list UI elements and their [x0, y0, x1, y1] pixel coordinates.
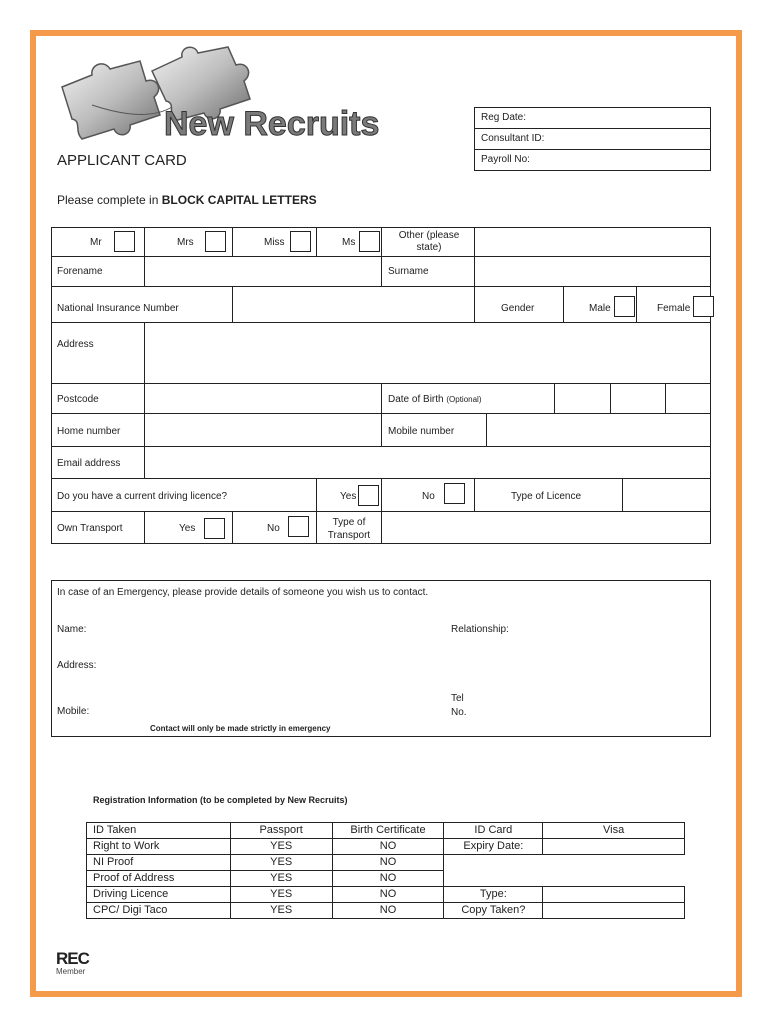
emergency-contact-panel: [51, 580, 711, 737]
passport-cell[interactable]: YES: [230, 903, 332, 919]
title-ms-label: Ms: [342, 237, 356, 248]
licence-no-label: No: [422, 491, 435, 502]
gender-female-cell: [636, 286, 711, 323]
registration-header-row: [87, 823, 685, 839]
gender-label-cell: [474, 286, 564, 323]
licence-type-input[interactable]: [622, 478, 711, 512]
empty-cell: [543, 855, 685, 871]
payroll-no-label: Payroll No:: [481, 154, 530, 165]
transport-no-checkbox[interactable]: [288, 516, 309, 537]
emergency-address-label: Address:: [57, 660, 97, 671]
empty-cell: [543, 871, 685, 887]
title-other-input[interactable]: [474, 227, 711, 257]
birth-cert-cell[interactable]: NO: [332, 871, 444, 887]
licence-no-cell: [381, 478, 475, 512]
reg-date-field[interactable]: [474, 107, 711, 129]
transport-no-cell: [232, 511, 317, 544]
forename-input[interactable]: [144, 256, 382, 287]
dob-month-input[interactable]: [610, 383, 666, 414]
licence-question-label: Do you have a current driving licence?: [57, 491, 228, 502]
title-miss-checkbox[interactable]: [290, 231, 311, 252]
transport-type-label-cell: [316, 511, 382, 544]
mobile-number-input[interactable]: [486, 413, 711, 447]
surname-input[interactable]: [474, 256, 711, 287]
licence-type-label: Type:: [444, 887, 543, 903]
rec-member-text: Member: [56, 967, 86, 976]
title-miss-cell: [232, 227, 317, 257]
header-birth-certificate: Birth Certificate: [332, 823, 444, 839]
header-id-card: ID Card: [444, 823, 543, 839]
gender-male-label: Male: [589, 303, 611, 314]
row-label: CPC/ Digi Taco: [87, 903, 231, 919]
licence-question-cell: [51, 478, 317, 512]
emergency-note: Contact will only be made strictly in emergency: [150, 724, 331, 733]
instruction-emphasis: BLOCK CAPITAL LETTERS: [161, 193, 317, 207]
mobile-number-label-cell: [381, 413, 487, 447]
address-label: Address: [57, 339, 94, 350]
copy-taken-input[interactable]: [543, 903, 685, 919]
row-label: Proof of Address: [87, 871, 231, 887]
licence-yes-checkbox[interactable]: [358, 485, 379, 506]
emergency-intro: In case of an Emergency, please provide details of someone you wish us to contact.: [57, 587, 429, 598]
reg-date-label: Reg Date:: [481, 112, 527, 123]
email-label-cell: [51, 446, 145, 479]
passport-cell[interactable]: YES: [230, 855, 332, 871]
instruction: [57, 193, 317, 207]
postcode-label: Postcode: [57, 394, 99, 405]
surname-label-cell: [381, 256, 475, 287]
table-row: [87, 903, 685, 919]
gender-female-label: Female: [657, 303, 691, 314]
licence-type-label: Type of Licence: [511, 491, 582, 502]
ni-label: National Insurance Number: [57, 303, 179, 314]
licence-yes-label: Yes: [340, 491, 357, 502]
passport-cell[interactable]: YES: [230, 887, 332, 903]
birth-cert-cell[interactable]: NO: [332, 887, 444, 903]
table-row: [87, 887, 685, 903]
title-mr-checkbox[interactable]: [114, 231, 135, 252]
title-ms-cell: [316, 227, 382, 257]
email-label: Email address: [57, 458, 121, 469]
home-number-label: Home number: [57, 426, 121, 437]
title-miss-label: Miss: [264, 237, 285, 248]
registration-heading: Registration Information (to be completed by New Recruits): [93, 795, 348, 805]
rec-mark: REC: [56, 949, 89, 968]
birth-cert-cell[interactable]: NO: [332, 903, 444, 919]
licence-type-reg-input[interactable]: [543, 887, 685, 903]
empty-cell: [444, 871, 543, 887]
title-mrs-checkbox[interactable]: [205, 231, 226, 252]
birth-cert-cell[interactable]: NO: [332, 839, 444, 855]
transport-yes-label: Yes: [179, 523, 196, 534]
home-number-label-cell: [51, 413, 145, 447]
table-row: [87, 871, 685, 887]
dob-label-cell: [381, 383, 555, 414]
table-row: [87, 855, 685, 871]
title-other-label: Other (please state): [398, 230, 460, 253]
emergency-relationship-label: Relationship:: [451, 624, 509, 635]
surname-label: Surname: [388, 266, 429, 277]
header-passport: Passport: [230, 823, 332, 839]
emergency-tel-label: Tel No.: [451, 693, 467, 718]
dob-label: [388, 394, 482, 405]
payroll-no-field[interactable]: [474, 149, 711, 171]
header-visa: Visa: [543, 823, 685, 839]
own-transport-label: Own Transport: [57, 523, 123, 534]
header-id-taken: ID Taken: [87, 823, 231, 839]
address-label-cell: [51, 322, 145, 384]
page-title: APPLICANT CARD: [57, 152, 187, 169]
dob-optional: (Optional): [446, 395, 482, 404]
table-row: [87, 839, 685, 855]
postcode-input[interactable]: [144, 383, 382, 414]
registration-table: [86, 822, 685, 919]
row-label: NI Proof: [87, 855, 231, 871]
gender-female-checkbox[interactable]: [693, 296, 714, 317]
own-transport-label-cell: [51, 511, 145, 544]
instruction-text: Please complete in: [57, 193, 159, 207]
forename-label-cell: [51, 256, 145, 287]
title-mr-cell: [51, 227, 145, 257]
puzzle-logo-icon: [52, 45, 442, 145]
empty-cell: [444, 855, 543, 871]
emergency-mobile-label: Mobile:: [57, 706, 90, 717]
title-mr-label: Mr: [90, 237, 102, 248]
forename-label: Forename: [57, 266, 103, 277]
title-mrs-cell: [144, 227, 233, 257]
address-input[interactable]: [144, 322, 711, 384]
gender-male-checkbox[interactable]: [614, 296, 635, 317]
birth-cert-cell[interactable]: NO: [332, 855, 444, 871]
gender-male-cell: [563, 286, 637, 323]
home-number-input[interactable]: [144, 413, 382, 447]
emergency-name-label: Name:: [57, 624, 87, 635]
row-label: Driving Licence: [87, 887, 231, 903]
dob-day-input[interactable]: [554, 383, 611, 414]
copy-taken-label: Copy Taken?: [444, 903, 543, 919]
transport-type-input[interactable]: [381, 511, 711, 544]
licence-no-checkbox[interactable]: [444, 483, 465, 504]
consultant-id-label: Consultant ID:: [481, 133, 545, 144]
email-input[interactable]: [144, 446, 711, 479]
transport-no-label: No: [267, 523, 280, 534]
passport-cell[interactable]: YES: [230, 871, 332, 887]
consultant-id-field[interactable]: [474, 128, 711, 150]
transport-yes-checkbox[interactable]: [204, 518, 225, 539]
passport-cell[interactable]: YES: [230, 839, 332, 855]
ni-input[interactable]: [232, 286, 475, 323]
dob-year-input[interactable]: [665, 383, 711, 414]
dob-text: Date of Birth: [388, 394, 444, 405]
transport-type-label: Type of Transport: [327, 517, 371, 541]
rec-member-logo: [56, 950, 96, 976]
mobile-number-label: Mobile number: [388, 426, 455, 437]
postcode-label-cell: [51, 383, 145, 414]
title-other-cell: [381, 227, 475, 257]
row-label: Right to Work: [87, 839, 231, 855]
expiry-date-input[interactable]: [543, 839, 685, 855]
expiry-date-label: Expiry Date:: [444, 839, 543, 855]
licence-yes-cell: [316, 478, 382, 512]
title-mrs-label: Mrs: [177, 237, 194, 248]
logo-text: New Recruits: [164, 105, 380, 143]
gender-label: Gender: [501, 303, 535, 314]
licence-type-label-cell: [474, 478, 623, 512]
ni-label-cell: [51, 286, 233, 323]
transport-yes-cell: [144, 511, 233, 544]
title-ms-checkbox[interactable]: [359, 231, 380, 252]
